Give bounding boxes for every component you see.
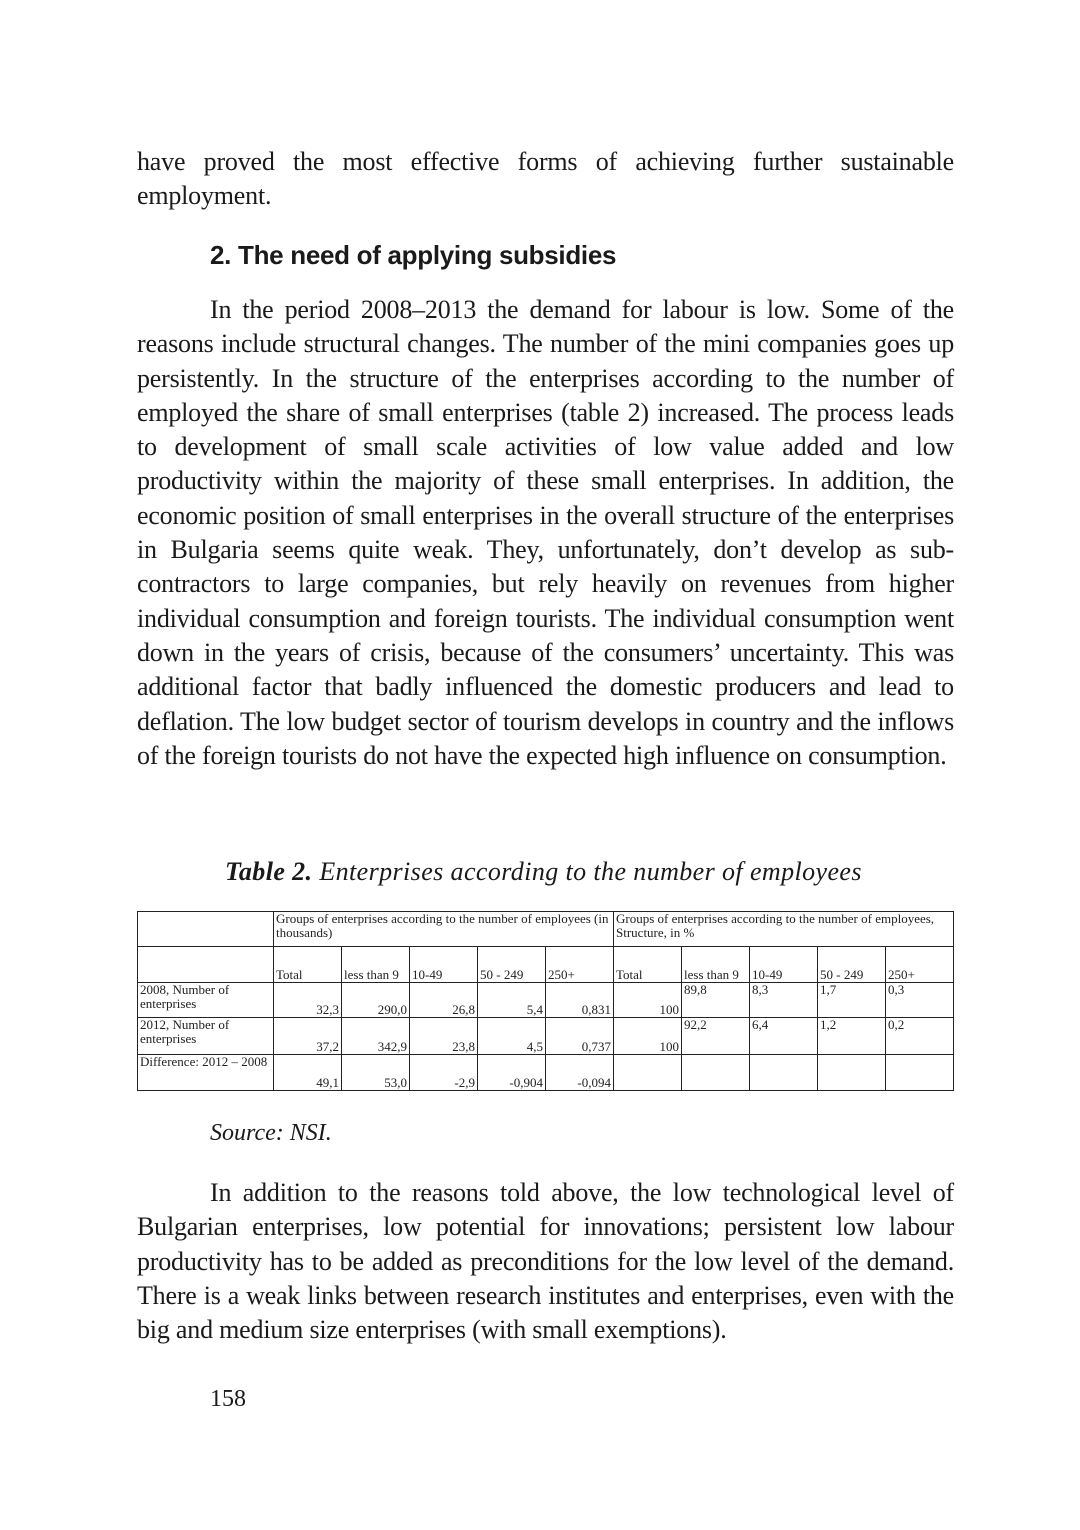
table-row — [138, 1018, 954, 1055]
col-header: Total — [614, 947, 682, 983]
table-source: Source: NSI. — [210, 1120, 332, 1146]
paragraph-continued: have proved the most effective forms of achieving further sustainable employment. — [137, 147, 954, 211]
cell-value: 0,3 — [886, 983, 954, 1018]
group-header-row — [138, 912, 954, 947]
paragraph-2: In addition to the reasons told above, the low technological level of Bulgarian enterprises, low potential for innovations; persistent low labour productivity has to be added as preconditions for the low level of the demand. There is a weak links between research institutes and enterprises, even with the big and medium size enterprises (with small exemptions). — [137, 1178, 954, 1345]
cell-value: 8,3 — [750, 983, 818, 1018]
table-row — [138, 1055, 954, 1091]
group-header-structure: Groups of enterprises according to the number of employees, Structure, in % — [614, 912, 954, 947]
cell-value: -2,9 — [410, 1055, 478, 1091]
row-label: Difference: 2012 – 2008 — [138, 1055, 274, 1091]
group-header-thousands: Groups of enterprises according to the number of employees (in thousands) — [274, 912, 614, 947]
col-header: 50 - 249 — [478, 947, 546, 983]
cell-value — [750, 1055, 818, 1091]
cell-value: 0,2 — [886, 1018, 954, 1055]
cell-value: 100 — [614, 1018, 682, 1055]
cell-value — [614, 1055, 682, 1091]
cell-value: 1,7 — [818, 983, 886, 1018]
cell-value: 89,8 — [682, 983, 750, 1018]
cell-value: 0,737 — [546, 1018, 614, 1055]
cell-value: 290,0 — [342, 983, 410, 1018]
col-header: 10-49 — [750, 947, 818, 983]
cell-value: 4,5 — [478, 1018, 546, 1055]
cell-value: 92,2 — [682, 1018, 750, 1055]
cell-value: 6,4 — [750, 1018, 818, 1055]
table-caption — [225, 857, 862, 887]
cell-value — [818, 1055, 886, 1091]
cell-value: -0,904 — [478, 1055, 546, 1091]
col-header: 50 - 249 — [818, 947, 886, 983]
cell-value — [886, 1055, 954, 1091]
col-header: 250+ — [546, 947, 614, 983]
cell-value: 37,2 — [274, 1018, 342, 1055]
page-number: 158 — [210, 1386, 246, 1412]
empty-header-cell — [138, 912, 274, 947]
table-row — [138, 983, 954, 1018]
col-header: Total — [274, 947, 342, 983]
empty-header-cell — [138, 947, 274, 983]
cell-value: 342,9 — [342, 1018, 410, 1055]
cell-value: 5,4 — [478, 983, 546, 1018]
table-caption-text: Enterprises according to the number of employees — [319, 857, 862, 886]
col-header: 250+ — [886, 947, 954, 983]
col-header: 10-49 — [410, 947, 478, 983]
section-heading: 2. The need of applying subsidies — [210, 240, 617, 270]
cell-value: 23,8 — [410, 1018, 478, 1055]
cell-value: -0,094 — [546, 1055, 614, 1091]
table-caption-label: Table 2. — [225, 857, 313, 886]
cell-value: 49,1 — [274, 1055, 342, 1091]
cell-value: 1,2 — [818, 1018, 886, 1055]
paragraph-1: In the period 2008–2013 the demand for labour is low. Some of the reasons include structural changes. The number of the mini companies goes up persistently. In the structure of the enterprises according to the number of employed the share of small enterprises (table 2) increased. The process leads to development of small scale activities of low value added and low productivity within the majority of these small enterprises. In addition, the economic position of small enterprises in the overall structure of the enterprises in Bulgaria seems quite weak. They, unfortunately, don’t develop as sub-contractors to large companies, but rely heavily on revenues from higher individual consumption and foreign tourists. The individual consumption went down in the years of crisis, because of the consumers’ uncertainty. This was additional factor that badly influenced the domestic producers and lead to deflation. The low budget sector of tourism develops in country and the inflows of the foreign tourists do not have the expected high influence on consumption. — [137, 295, 954, 770]
cell-value: 26,8 — [410, 983, 478, 1018]
col-header: less than 9 — [682, 947, 750, 983]
enterprises-table — [137, 911, 954, 1091]
cell-value: 32,3 — [274, 983, 342, 1018]
row-label: 2012, Number of enterprises — [138, 1018, 274, 1055]
column-header-row — [138, 947, 954, 983]
cell-value: 53,0 — [342, 1055, 410, 1091]
col-header: less than 9 — [342, 947, 410, 983]
cell-value: 100 — [614, 983, 682, 1018]
row-label: 2008, Number of enterprises — [138, 983, 274, 1018]
cell-value: 0,831 — [546, 983, 614, 1018]
cell-value — [682, 1055, 750, 1091]
